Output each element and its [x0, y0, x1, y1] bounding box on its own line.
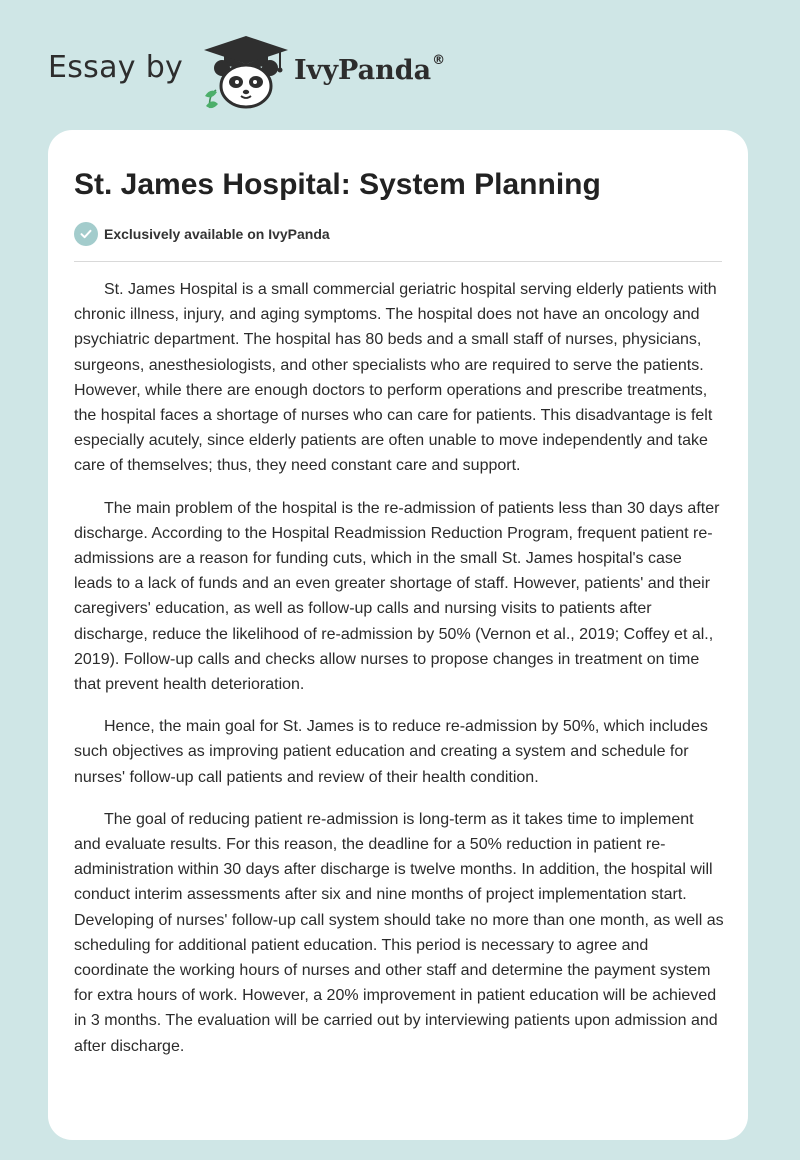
- paragraph: St. James Hospital is a small commercial geriatric hospital serving elderly patients with chronic illness, injury, and aging symptoms. The hospital does not have an oncology and psychiatric department. The hospital has 80 beds and a small staff of nurses, physicians, surgeons, anesthesiologists, and other specialists who are required to serve the patients. However, while there are enough doctors to perform operations and prescribe treatments, the hospital faces a shortage of nurses who can care for patients. This disadvantage is felt especially acutely, since elderly patients are often unable to move independently and take care of themselves; thus, they need constant care and support.: [74, 281, 717, 475]
- brand-name[interactable]: [294, 55, 445, 86]
- paragraph: Hence, the main goal for St. James is to reduce re-admission by 50%, which includes such objectives as improving patient education and creating a system and schedule for nurses' follow-up call patients and review of their health condition.: [74, 718, 708, 786]
- divider: [74, 261, 722, 262]
- article-body: [74, 277, 724, 1076]
- page-title: St. James Hospital: System Planning: [74, 168, 601, 201]
- essay-by-label: Essay by: [48, 50, 184, 85]
- registered-mark: ®: [432, 53, 446, 68]
- article-card: [48, 130, 748, 1140]
- paragraph: The goal of reducing patient re-admission is long-term as it takes time to implement and evaluate results. For this reason, the deadline for a 50% reduction in patient re-administration within 30 days after discharge is twelve months. In addition, the hospital will conduct interim assessments after six and nine months of project implementation start. Developing of nurses' follow-up call system should take no more than one month, as well as scheduling for additional patient education. This period is necessary to agree and coordinate the working hours of nurses and other staff and determine the payment system for extra hours of work. However, a 20% improvement in patient education will be achieved in 3 months. The evaluation will be carried out by interviewing patients upon admission and after discharge.: [74, 810, 724, 1055]
- paragraph: The main problem of the hospital is the re-admission of patients less than 30 days after discharge. According to the Hospital Readmission Reduction Program, frequent patient re-admissions are a reason for funding cuts, which in the small St. James hospital's case leads to a lack of funds and an even greater shortage of staff. However, patients' and their caregivers' education, as well as follow-up calls and nursing visits to patients after discharge, reduce the likelihood of re-admission by 50% (Vernon et al., 2019; Coffey et al., 2019). Follow-up calls and checks allow nurses to propose changes in treatment on time that prevent health deterioration.: [74, 499, 720, 694]
- site-header: [0, 0, 800, 130]
- brand-name-text: IvyPanda: [294, 55, 432, 86]
- exclusive-label: Exclusively available on IvyPanda: [104, 226, 330, 242]
- exclusive-badge: [74, 222, 330, 246]
- panda-logo-icon[interactable]: [200, 34, 292, 110]
- check-circle-icon: [74, 222, 98, 246]
